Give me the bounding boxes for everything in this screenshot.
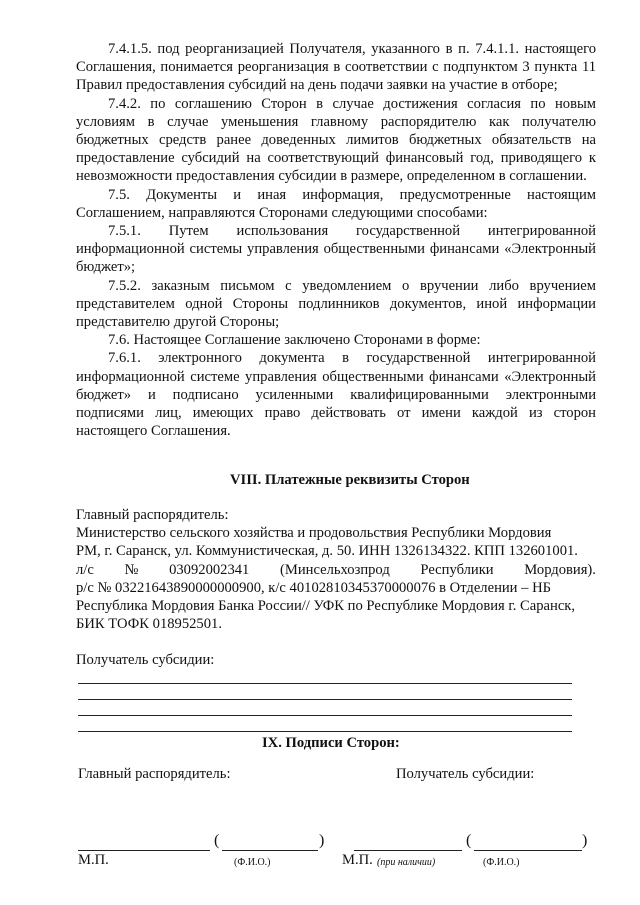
paren-close-icon: )	[582, 832, 588, 849]
settlement-account: р/с № 03221643890000000900, к/с 40102810345370000076 в Отделении – НБ	[76, 579, 552, 596]
recipient-label: Получатель субсидии:	[76, 652, 215, 669]
ls-part: (Минсельхозпрод	[280, 561, 390, 578]
recipient-line-1	[78, 683, 572, 684]
clause-7-5-2: 7.5.2. заказным письмом с уведомлением о вручении либо вручением представителем одной Стороны подлинников документов, иной информации представителю другой Стороны;	[76, 277, 596, 331]
clause-7-6: 7.6. Настоящее Соглашение заключено Сторонами в форме:	[108, 332, 481, 349]
section-8-title: VIII. Платежные реквизиты Сторон	[230, 472, 470, 488]
clause-7-5-1: 7.5.1. Путем использования государственной интегрированной информационной системы управления общественными финансами «Электронный бюджет»;	[76, 223, 596, 276]
clause-7-5: 7.5. Документы и иная информация, предусмотренные настоящим Соглашением, направляются Сторонами следующими способами:	[76, 186, 596, 221]
clause-7-4-1-5: 7.4.1.5. под реорганизацией Получателя, указанного в п. 7.4.1.1. настоящего Соглашения, понимается реорганизация в соответствии с подпунктом 3 пункта 11 Правил предоставления субсидий на день подачи заявки на участие в отборе;	[76, 41, 596, 94]
signature-line-right	[354, 850, 462, 851]
ls-part: Мордовия).	[524, 561, 596, 578]
fio-caption-right: (Ф.И.О.)	[483, 857, 520, 868]
fio-line-left	[222, 850, 318, 851]
signature-right-label: Получатель субсидии:	[396, 766, 535, 782]
ministry-address: РМ, г. Саранск, ул. Коммунистическая, д. 50. ИНН 1326134322. КПП 132601001.	[76, 543, 578, 560]
recipient-line-2	[78, 699, 572, 700]
bik: БИК ТОФК 018952501.	[76, 616, 222, 633]
ls-part: 03092002341	[169, 561, 250, 578]
paren-open-icon: (	[466, 832, 472, 849]
clause-7-6-1: 7.6.1. электронного документа в государственной интегрированной информационной системе управления общественными финансами «Электронный бюджет» и подписано усиленными квалифицированными электронными подписями лиц, имеющих право действовать от имени каждой из сторон настоящего Соглашения.	[76, 350, 596, 440]
ministry-name: Министерство сельского хозяйства и продовольствия Республики Мордовия	[76, 525, 552, 542]
if-present-caption: (при наличии)	[377, 857, 436, 868]
stamp-left: М.П.	[78, 852, 109, 868]
bank-name: Республика Мордовия Банка России// УФК по Республике Мордовия г. Саранск,	[76, 598, 576, 615]
clauses-block	[76, 40, 596, 440]
ls-part: №	[124, 561, 139, 578]
distributor-label: Главный распорядитель:	[76, 507, 229, 523]
stamp-right: М.П.	[342, 852, 373, 868]
signature-line-left	[78, 850, 210, 851]
fio-line-right	[474, 850, 582, 851]
recipient-line-4	[78, 731, 572, 732]
section-9-title: IX. Подписи Сторон:	[262, 735, 400, 751]
recipient-line-3	[78, 715, 572, 716]
signature-left-label: Главный распорядитель:	[78, 766, 231, 782]
clause-7-4-2: 7.4.2. по соглашению Сторон в случае достижения согласия по новым условиям в случае уменьшения главному распорядителю как получателю бюджетных средств ранее доведенных лимитов бюджетных обязательств на предоставление субсидий на соответствующий финансовый год, приводящего к невозможности предоставления субсидии в размере, определенном в соглашении.	[76, 95, 596, 185]
ls-part: л/с	[76, 561, 94, 578]
personal-account-line	[76, 561, 596, 579]
paren-close-icon: )	[319, 832, 325, 849]
payment-requisites	[76, 506, 596, 670]
fio-caption-left: (Ф.И.О.)	[234, 857, 271, 868]
paren-open-icon: (	[214, 832, 220, 849]
ls-part: Республики	[420, 561, 494, 578]
